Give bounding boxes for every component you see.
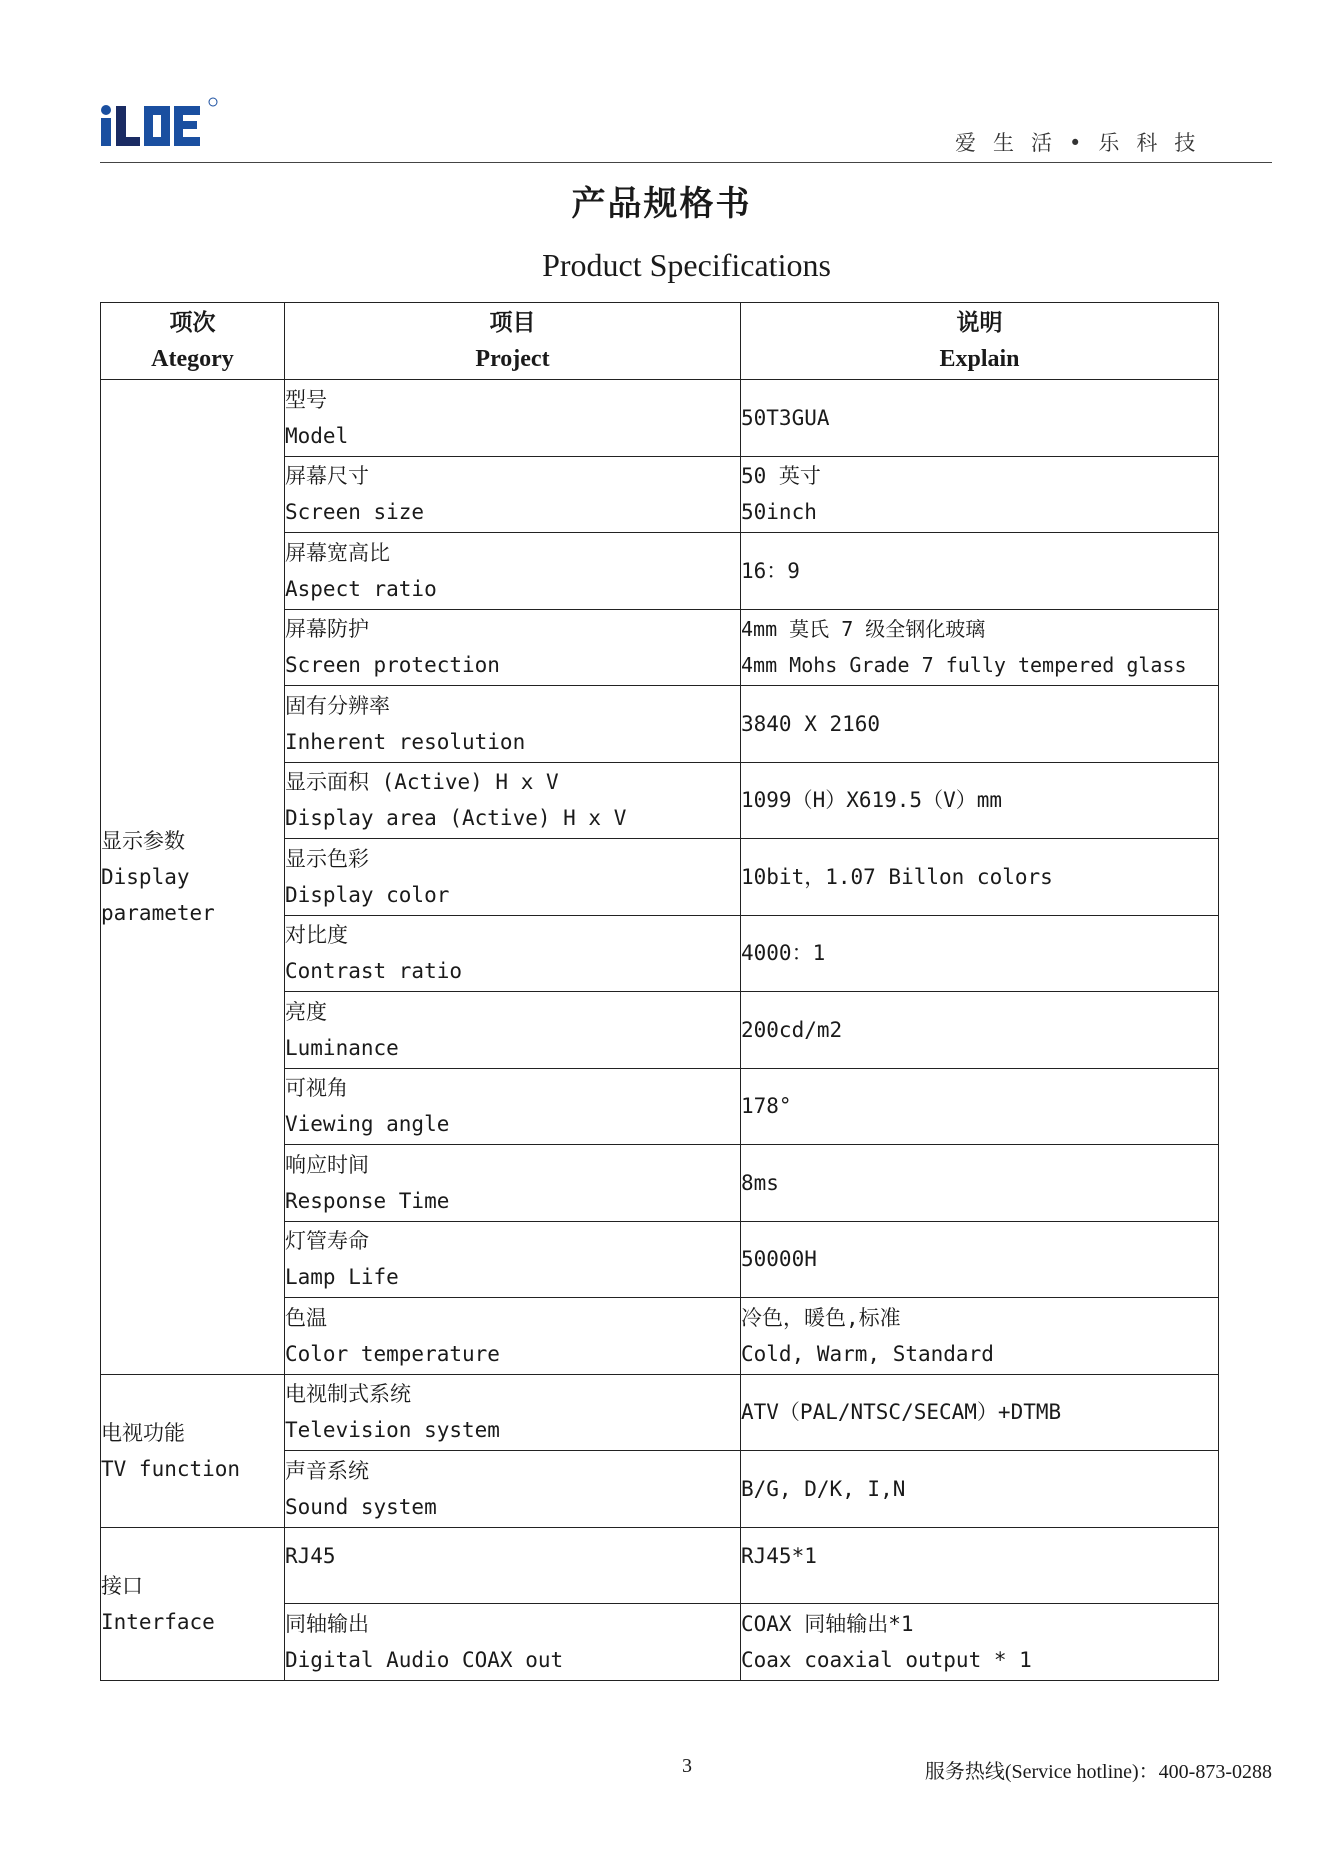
logo-l xyxy=(116,106,140,146)
project-cell: 对比度 Contrast ratio xyxy=(285,915,741,992)
explain-cell: 50 英寸 50inch xyxy=(741,456,1219,533)
header-ategory: 项次 Ategory xyxy=(101,303,285,380)
brand-logo xyxy=(100,94,226,148)
project-cell: 可视角 Viewing angle xyxy=(285,1068,741,1145)
explain-cell: B/G, D/K, I,N xyxy=(741,1451,1219,1528)
table-row xyxy=(101,1374,1219,1451)
logo-dot xyxy=(101,105,111,115)
table-row xyxy=(101,1527,1219,1604)
spec-table xyxy=(100,302,1219,1681)
service-hotline: 服务热线(Service hotline)：400-873-0288 xyxy=(924,1761,1272,1783)
explain-cell: 178° xyxy=(741,1068,1219,1145)
project-cell: 色温 Color temperature xyxy=(285,1298,741,1375)
project-cell: 型号 Model xyxy=(285,380,741,457)
explain-cell: 4000：1 xyxy=(741,915,1219,992)
explain-cell: 10bit，1.07 Billon colors xyxy=(741,839,1219,916)
category-display: 显示参数 Display parameter xyxy=(101,380,285,1375)
registered-mark xyxy=(209,98,217,106)
explain-cell: ATV（PAL/NTSC/SECAM）+DTMB xyxy=(741,1374,1219,1451)
slogan-char: 乐 xyxy=(1098,131,1120,155)
project-cell: 屏幕宽高比 Aspect ratio xyxy=(285,533,741,610)
project-cell: 屏幕尺寸 Screen size xyxy=(285,456,741,533)
explain-cell: 3840 X 2160 xyxy=(741,686,1219,763)
explain-cell: 4mm 莫氏 7 级全钢化玻璃 4mm Mohs Grade 7 fully tempered glass xyxy=(741,609,1219,686)
project-cell: 响应时间 Response Time xyxy=(285,1145,741,1222)
slogan-char: • xyxy=(1069,131,1082,155)
project-cell: 电视制式系统 Television system xyxy=(285,1374,741,1451)
category-interface: 接口 Interface xyxy=(101,1527,285,1680)
project-cell: 亮度 Luminance xyxy=(285,992,741,1069)
explain-cell: 1099（H）X619.5（V）mm xyxy=(741,762,1219,839)
header-project: 项目 Project xyxy=(285,303,741,380)
explain-cell: 冷色，暖色,标准 Cold, Warm, Standard xyxy=(741,1298,1219,1375)
project-cell: 屏幕防护 Screen protection xyxy=(285,609,741,686)
slogan-char: 科 xyxy=(1136,131,1158,155)
logo-o xyxy=(144,106,170,146)
header-explain: 说明 Explain xyxy=(741,303,1219,380)
explain-cell: 50T3GUA xyxy=(741,380,1219,457)
page-title-cn: 产品规格书 xyxy=(571,184,752,224)
table-row xyxy=(101,380,1219,457)
explain-cell: RJ45*1 xyxy=(741,1527,1219,1604)
slogan-char: 技 xyxy=(1174,131,1196,155)
table-header-row xyxy=(101,303,1219,380)
project-cell: 同轴输出 Digital Audio COAX out xyxy=(285,1604,741,1681)
logo-i xyxy=(101,118,111,146)
slogan-char: 活 xyxy=(1031,131,1052,155)
header-divider xyxy=(100,162,1272,163)
project-cell: 显示色彩 Display color xyxy=(285,839,741,916)
project-cell: 显示面积 (Active) H x V Display area (Active) H x V xyxy=(285,762,741,839)
slogan-char: 爱 xyxy=(955,131,976,155)
project-cell: 灯管寿命 Lamp Life xyxy=(285,1221,741,1298)
explain-cell: 200cd/m2 xyxy=(741,992,1219,1069)
page-number: 3 xyxy=(682,1755,692,1777)
project-cell: 固有分辨率 Inherent resolution xyxy=(285,686,741,763)
explain-cell: 16：9 xyxy=(741,533,1219,610)
project-cell: 声音系统 Sound system xyxy=(285,1451,741,1528)
project-cell: RJ45 xyxy=(285,1527,741,1604)
explain-cell: COAX 同轴输出*1 Coax coaxial output * 1 xyxy=(741,1604,1219,1681)
category-tv-function: 电视功能 TV function xyxy=(101,1374,285,1527)
explain-cell: 50000H xyxy=(741,1221,1219,1298)
explain-cell: 8ms xyxy=(741,1145,1219,1222)
page-title-en: Product Specifications xyxy=(542,247,831,283)
slogan xyxy=(955,127,1212,157)
slogan-char: 生 xyxy=(993,131,1014,155)
logo-e xyxy=(174,106,200,146)
